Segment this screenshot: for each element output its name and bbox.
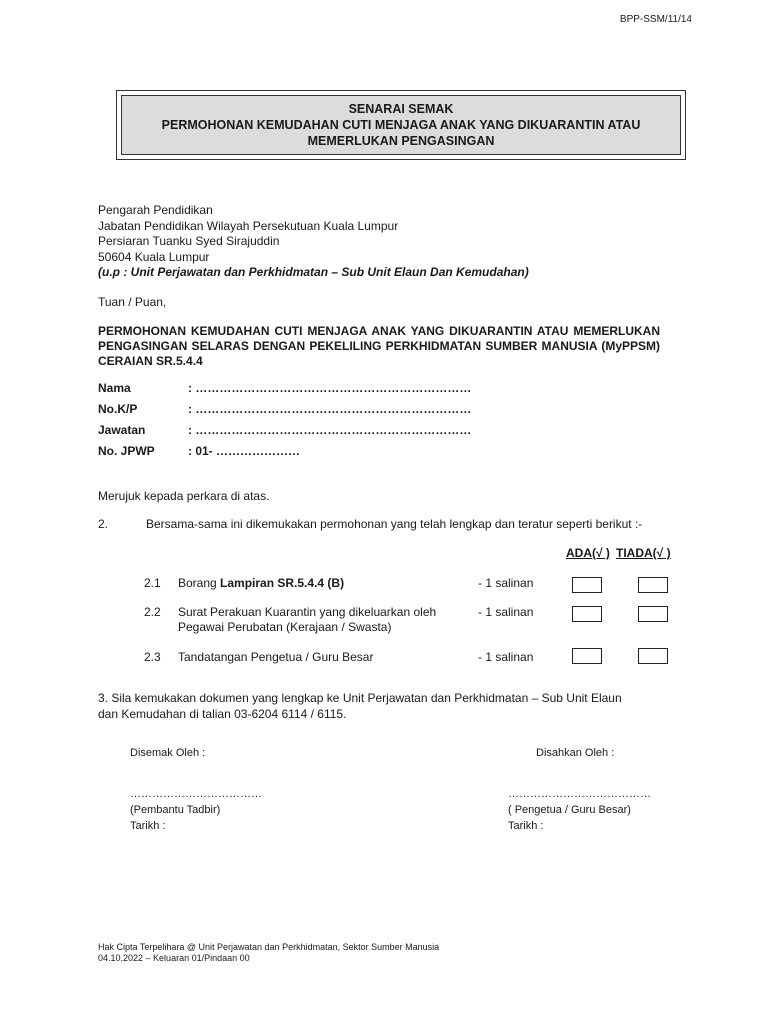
checkbox-tiada-2-1[interactable] bbox=[638, 577, 668, 593]
address-line-4: 50604 Kuala Lumpur bbox=[98, 249, 210, 264]
recipient-address bbox=[98, 203, 529, 281]
field-label: No.K/P bbox=[98, 402, 138, 416]
signature-left-role: (Pembantu Tadbir) bbox=[130, 804, 221, 816]
subject-heading: PERMOHONAN KEMUDAHAN CUTI MENJAGA ANAK YANG DIKUARANTIN ATAU MEMERLUKAN PENGASINGAN SELARAS DENGAN PEKELILING PERKHIDMATAN SUMBER MANUSIA (MyPPSM) CERAIAN SR.5.4.4 bbox=[98, 324, 660, 368]
checkbox-tiada-2-2[interactable] bbox=[638, 606, 668, 622]
field-label: Nama bbox=[98, 381, 131, 395]
footer-line-1: Hak Cipta Terpelihara @ Unit Perjawatan dan Perkhidmatan, Sektor Sumber Manusia bbox=[98, 942, 440, 952]
field-value-nokp[interactable]: : …………………………………………………………… bbox=[188, 402, 472, 416]
signature-left-heading: Disemak Oleh : bbox=[130, 747, 206, 759]
paragraph-3-line-2: dan Kemudahan di talian 03-6204 6114 / 6115. bbox=[98, 707, 347, 721]
address-attention: (u.p : Unit Perjawatan dan Perkhidmatan – Sub Unit Elaun Dan Kemudahan) bbox=[98, 265, 529, 279]
item-text bbox=[178, 576, 344, 591]
field-value-nama[interactable]: : …………………………………………………………… bbox=[188, 381, 472, 395]
signature-left-date: Tarikh : bbox=[130, 820, 166, 832]
checkbox-ada-2-3[interactable] bbox=[572, 648, 602, 664]
reference-text: Merujuk kepada perkara di atas. bbox=[98, 489, 270, 503]
item-number: 2.2 bbox=[144, 605, 161, 619]
item-text-bold: Lampiran SR.5.4.4 (B) bbox=[220, 576, 345, 590]
item-text-line-1: Surat Perakuan Kuarantin yang dikeluarkan oleh bbox=[178, 605, 437, 619]
column-header-tiada: TIADA(√ ) bbox=[616, 546, 671, 560]
footer bbox=[98, 942, 439, 964]
address-line-1: Pengarah Pendidikan bbox=[98, 203, 213, 217]
item-copies: - 1 salinan bbox=[478, 576, 534, 590]
field-label: Jawatan bbox=[98, 423, 146, 437]
address-line-2: Jabatan Pendidikan Wilayah Persekutuan Kuala Lumpur bbox=[98, 218, 399, 233]
title-box-inner bbox=[121, 95, 681, 155]
paragraph-2-text: Bersama-sama ini dikemukakan permohonan yang telah lengkap dan teratur seperti berikut :- bbox=[146, 517, 643, 531]
item-text: Tandatangan Pengetua / Guru Besar bbox=[178, 650, 374, 664]
signature-right-heading: Disahkan Oleh : bbox=[536, 747, 615, 759]
signature-right-date: Tarikh : bbox=[508, 820, 544, 832]
field-label: No. JPWP bbox=[98, 444, 155, 458]
field-value-jawatan[interactable]: : …………………………………………………………… bbox=[188, 423, 472, 437]
field-row-jpwp bbox=[98, 444, 471, 465]
paragraph-3-line-1: 3. Sila kemukakan dokumen yang lengkap ke Unit Perjawatan dan Perkhidmatan – Sub Unit Elaun bbox=[98, 691, 622, 705]
item-text bbox=[178, 605, 436, 635]
title-box bbox=[116, 90, 686, 160]
title-line-1: SENARAI SEMAK bbox=[348, 102, 454, 116]
paragraph-2-number: 2. bbox=[98, 517, 109, 531]
field-row-nokp bbox=[98, 402, 471, 423]
document-code: BPP-SSM/11/14 bbox=[619, 14, 692, 25]
column-header-ada: ADA(√ ) bbox=[566, 546, 610, 560]
applicant-fields bbox=[98, 381, 471, 465]
item-copies: - 1 salinan bbox=[478, 650, 534, 664]
item-number: 2.1 bbox=[144, 576, 161, 590]
title-line-2: PERMOHONAN KEMUDAHAN CUTI MENJAGA ANAK YANG DIKUARANTIN ATAU bbox=[161, 118, 641, 132]
checkbox-ada-2-2[interactable] bbox=[572, 606, 602, 622]
signature-right-dots[interactable]: ………………………………… bbox=[508, 788, 651, 800]
item-copies: - 1 salinan bbox=[478, 605, 534, 619]
signature-right-role: ( Pengetua / Guru Besar) bbox=[508, 804, 631, 816]
signature-left-dots[interactable]: ……………………………… bbox=[130, 788, 262, 800]
item-text-line-2: Pegawai Perubatan (Kerajaan / Swasta) bbox=[178, 620, 392, 634]
paragraph-3 bbox=[98, 690, 678, 722]
signature-left-block bbox=[130, 786, 262, 834]
field-row-jawatan bbox=[98, 423, 471, 444]
signature-right-block bbox=[508, 786, 651, 834]
item-text-pre: Borang bbox=[178, 576, 221, 590]
title-line-3: MEMERLUKAN PENGASINGAN bbox=[307, 134, 495, 148]
footer-line-2: 04.10.2022 – Keluaran 01/Pindaan 00 bbox=[98, 953, 250, 963]
field-value-jpwp[interactable]: : 01- ………………… bbox=[188, 444, 301, 458]
address-line-3: Persiaran Tuanku Syed Sirajuddin bbox=[98, 234, 280, 248]
field-row-nama bbox=[98, 381, 471, 402]
item-number: 2.3 bbox=[144, 650, 161, 664]
checkbox-tiada-2-3[interactable] bbox=[638, 648, 668, 664]
checkbox-ada-2-1[interactable] bbox=[572, 577, 602, 593]
salutation: Tuan / Puan, bbox=[98, 295, 167, 309]
